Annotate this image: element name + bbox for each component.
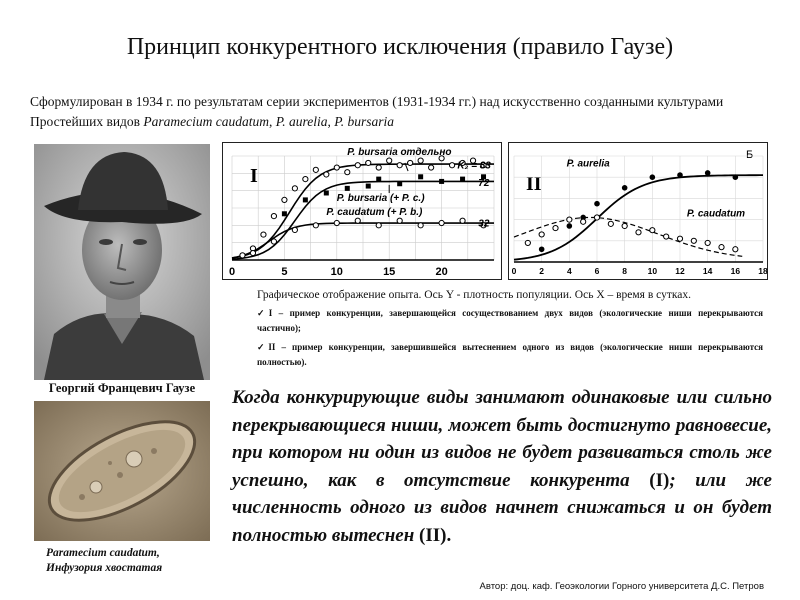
chart-1-point: [261, 232, 266, 237]
principle-quote: [232, 384, 772, 549]
chart-1-point: [376, 223, 381, 228]
chart-2-point-caudatum: [650, 228, 655, 233]
chart-1-point: [439, 220, 444, 225]
chart-1-point: [324, 172, 329, 177]
chart-1-point: [418, 223, 423, 228]
chart-caption: Графическое отображение опыта. Ось Y - плотность популяции. Ось X – время в сутках.: [257, 289, 692, 301]
paramecium-photo: [34, 401, 210, 541]
chart-1-point: [366, 160, 371, 165]
chart-2-point-aurelia: [650, 174, 656, 180]
chart-2-point-aurelia: [733, 174, 739, 180]
quote-part-1: Когда конкурирующие виды занимают одинаковые или сильно перекрывающиеся ниши, может быть достигнуто равновесие, при котором ни один из видов не будет развиваться столь же успешно, как в отсутствие конкурента: [232, 387, 772, 491]
portrait-caption: Георгий Францевич Гаузе: [48, 381, 196, 395]
chart-1-point: [345, 170, 350, 175]
chart-2-point-caudatum: [581, 219, 586, 224]
chart-1-point: [397, 163, 402, 168]
chart-1-point: [366, 184, 371, 189]
chart-2-point-caudatum: [691, 238, 696, 243]
chart-1-point: [334, 165, 339, 170]
chart-1-point: [303, 177, 308, 182]
chart-2-x-tick-label: 18: [758, 266, 768, 276]
paramecium-caption-russian: Инфузория хвостатая: [46, 562, 163, 574]
page-title: Принцип конкурентного исключения (правило Гаузе): [126, 34, 674, 60]
chart-1-point: [303, 197, 308, 202]
chart-1-point: [345, 186, 350, 191]
chart-2-point-aurelia: [567, 223, 573, 229]
chart-2-point-caudatum: [539, 232, 544, 237]
note-coexistence: ✓I – пример конкуренции, завершающейся сосуществованием двух видов (экологические ниши перекрываются частично);: [257, 308, 763, 333]
intro-main: Сформулирован в 1934 г. по результатам серии экспериментов (1931-1934 гг.) над искусственно созданными культурами Простейших видов: [30, 94, 724, 129]
chart-1-point: [271, 239, 276, 244]
chart-1-point: [408, 160, 413, 165]
chart-1-point: [313, 167, 318, 172]
chart-1-point: [449, 163, 454, 168]
chart-1-point: [376, 165, 381, 170]
chart-1-point: [355, 163, 360, 168]
chart-1-point: [376, 177, 381, 182]
quote-ref-1: (I): [649, 469, 670, 491]
chart-2-point-caudatum: [567, 217, 572, 222]
chart-2-point-aurelia: [594, 201, 600, 207]
chart-competition-coexistence: [222, 142, 502, 280]
chart-2-point-caudatum: [733, 247, 738, 252]
chart-1-point: [282, 197, 287, 202]
paramecium-caption-latin: Paramecium caudatum,: [46, 547, 160, 559]
chart-1-point: [282, 211, 287, 216]
chart-1-x-tick-label: 10: [330, 266, 343, 278]
chart-2-series-label-aurelia: P. aurelia: [566, 158, 610, 170]
paramecium-caption: [46, 546, 206, 576]
chart-2-corner-label: Б: [746, 149, 754, 161]
chart-2-point-caudatum: [705, 240, 710, 245]
chart-2-point-caudatum: [525, 240, 530, 245]
note-exclusion: ✓II – пример конкуренции, завершившейся вытеснением одного из видов (экологические ниши перекрываются полностью).: [257, 342, 763, 367]
chart-2-x-tick-label: 4: [566, 266, 572, 276]
chart-2-point-caudatum: [608, 221, 613, 226]
chart-1-asymptote-label: 72: [478, 178, 490, 190]
chart-1-panel-label: I: [250, 165, 258, 187]
chart-2-x-tick-label: 16: [730, 266, 741, 276]
chart-2-x-tick-label: 8: [622, 266, 628, 276]
quote-ref-2: (II).: [419, 524, 452, 546]
chart-1-point: [397, 218, 402, 223]
chart-1-series-label-caudatum-mixed: P. caudatum (+ P. b.): [326, 206, 423, 218]
chart-2-point-caudatum: [719, 245, 724, 250]
chart-1-point: [439, 179, 444, 184]
chart-2-point-caudatum: [594, 215, 599, 220]
chart-2-x-tick-label: 14: [702, 266, 713, 276]
chart-2-point-caudatum: [664, 234, 669, 239]
chart-2-point-aurelia: [677, 172, 683, 178]
gause-portrait-photo: [34, 144, 210, 380]
species-bursaria: P. bursaria: [334, 114, 395, 129]
chart-competition-exclusion: [508, 142, 768, 280]
species-caudatum: Paramecium caudatum: [143, 114, 270, 129]
chart-1-series-label-bursaria-mixed: P. bursaria (+ P. c.): [336, 193, 425, 205]
chart-2-point-caudatum: [553, 225, 558, 230]
chart-2-point-aurelia: [705, 170, 711, 176]
chart-1-asymptote-label: 32: [478, 218, 490, 230]
chart-1-point: [324, 190, 329, 195]
chart-2-panel-label: II: [526, 173, 542, 195]
chart-2-point-caudatum: [677, 236, 682, 241]
chart-1-x-tick-label: 20: [435, 266, 448, 278]
chart-1-point: [418, 174, 423, 179]
chart-2-series-label-caudatum: P. caudatum: [686, 208, 746, 220]
chart-1-k-label: K₂ = 83: [457, 160, 491, 172]
intro-text: [30, 92, 770, 132]
chart-2-x-tick-label: 10: [647, 266, 658, 276]
species-aurelia: P. aurelia: [275, 114, 328, 129]
chart-1-point: [292, 186, 297, 191]
author-credit: Автор: доц. каф. Геоэкологии Горного университета Д.С. Петров: [479, 581, 764, 592]
chart-2-point-caudatum: [622, 223, 627, 228]
chart-1-series-label-bursaria-alone: P. bursaria отдельно: [347, 146, 452, 158]
chart-2-x-tick-label: 2: [539, 266, 545, 276]
chart-1-point: [271, 213, 276, 218]
chart-2-x-tick-label: 12: [675, 266, 685, 276]
chart-1-point: [460, 218, 465, 223]
chart-1-point: [292, 227, 297, 232]
chart-1-point: [387, 158, 392, 163]
chart-1-point: [334, 220, 339, 225]
chart-1-point: [397, 181, 402, 186]
chart-1-point: [240, 253, 245, 258]
intro-sep-2: ,: [327, 114, 335, 129]
chart-1-x-tick-label: 0: [228, 266, 236, 278]
chart-1-point: [418, 158, 423, 163]
chart-1-point: [250, 250, 255, 255]
intro-sep-1: ,: [269, 114, 276, 129]
chart-1-point: [313, 223, 318, 228]
chart-1-x-tick-label: 5: [281, 266, 288, 278]
chart-2-point-aurelia: [539, 246, 545, 252]
chart-1-point: [355, 218, 360, 223]
chart-2-point-aurelia: [622, 185, 628, 191]
chart-2-point-caudatum: [636, 230, 641, 235]
chart-1-point: [429, 165, 434, 170]
chart-2-x-tick-label: 6: [594, 266, 600, 276]
chart-1-x-tick-label: 15: [383, 266, 396, 278]
quote-part-2: ; или же численность одного из видов начнет снижаться и он будет полностью вытеснен: [232, 469, 772, 546]
chart-2-x-tick-label: 0: [511, 266, 517, 276]
chart-1-point: [460, 177, 465, 182]
